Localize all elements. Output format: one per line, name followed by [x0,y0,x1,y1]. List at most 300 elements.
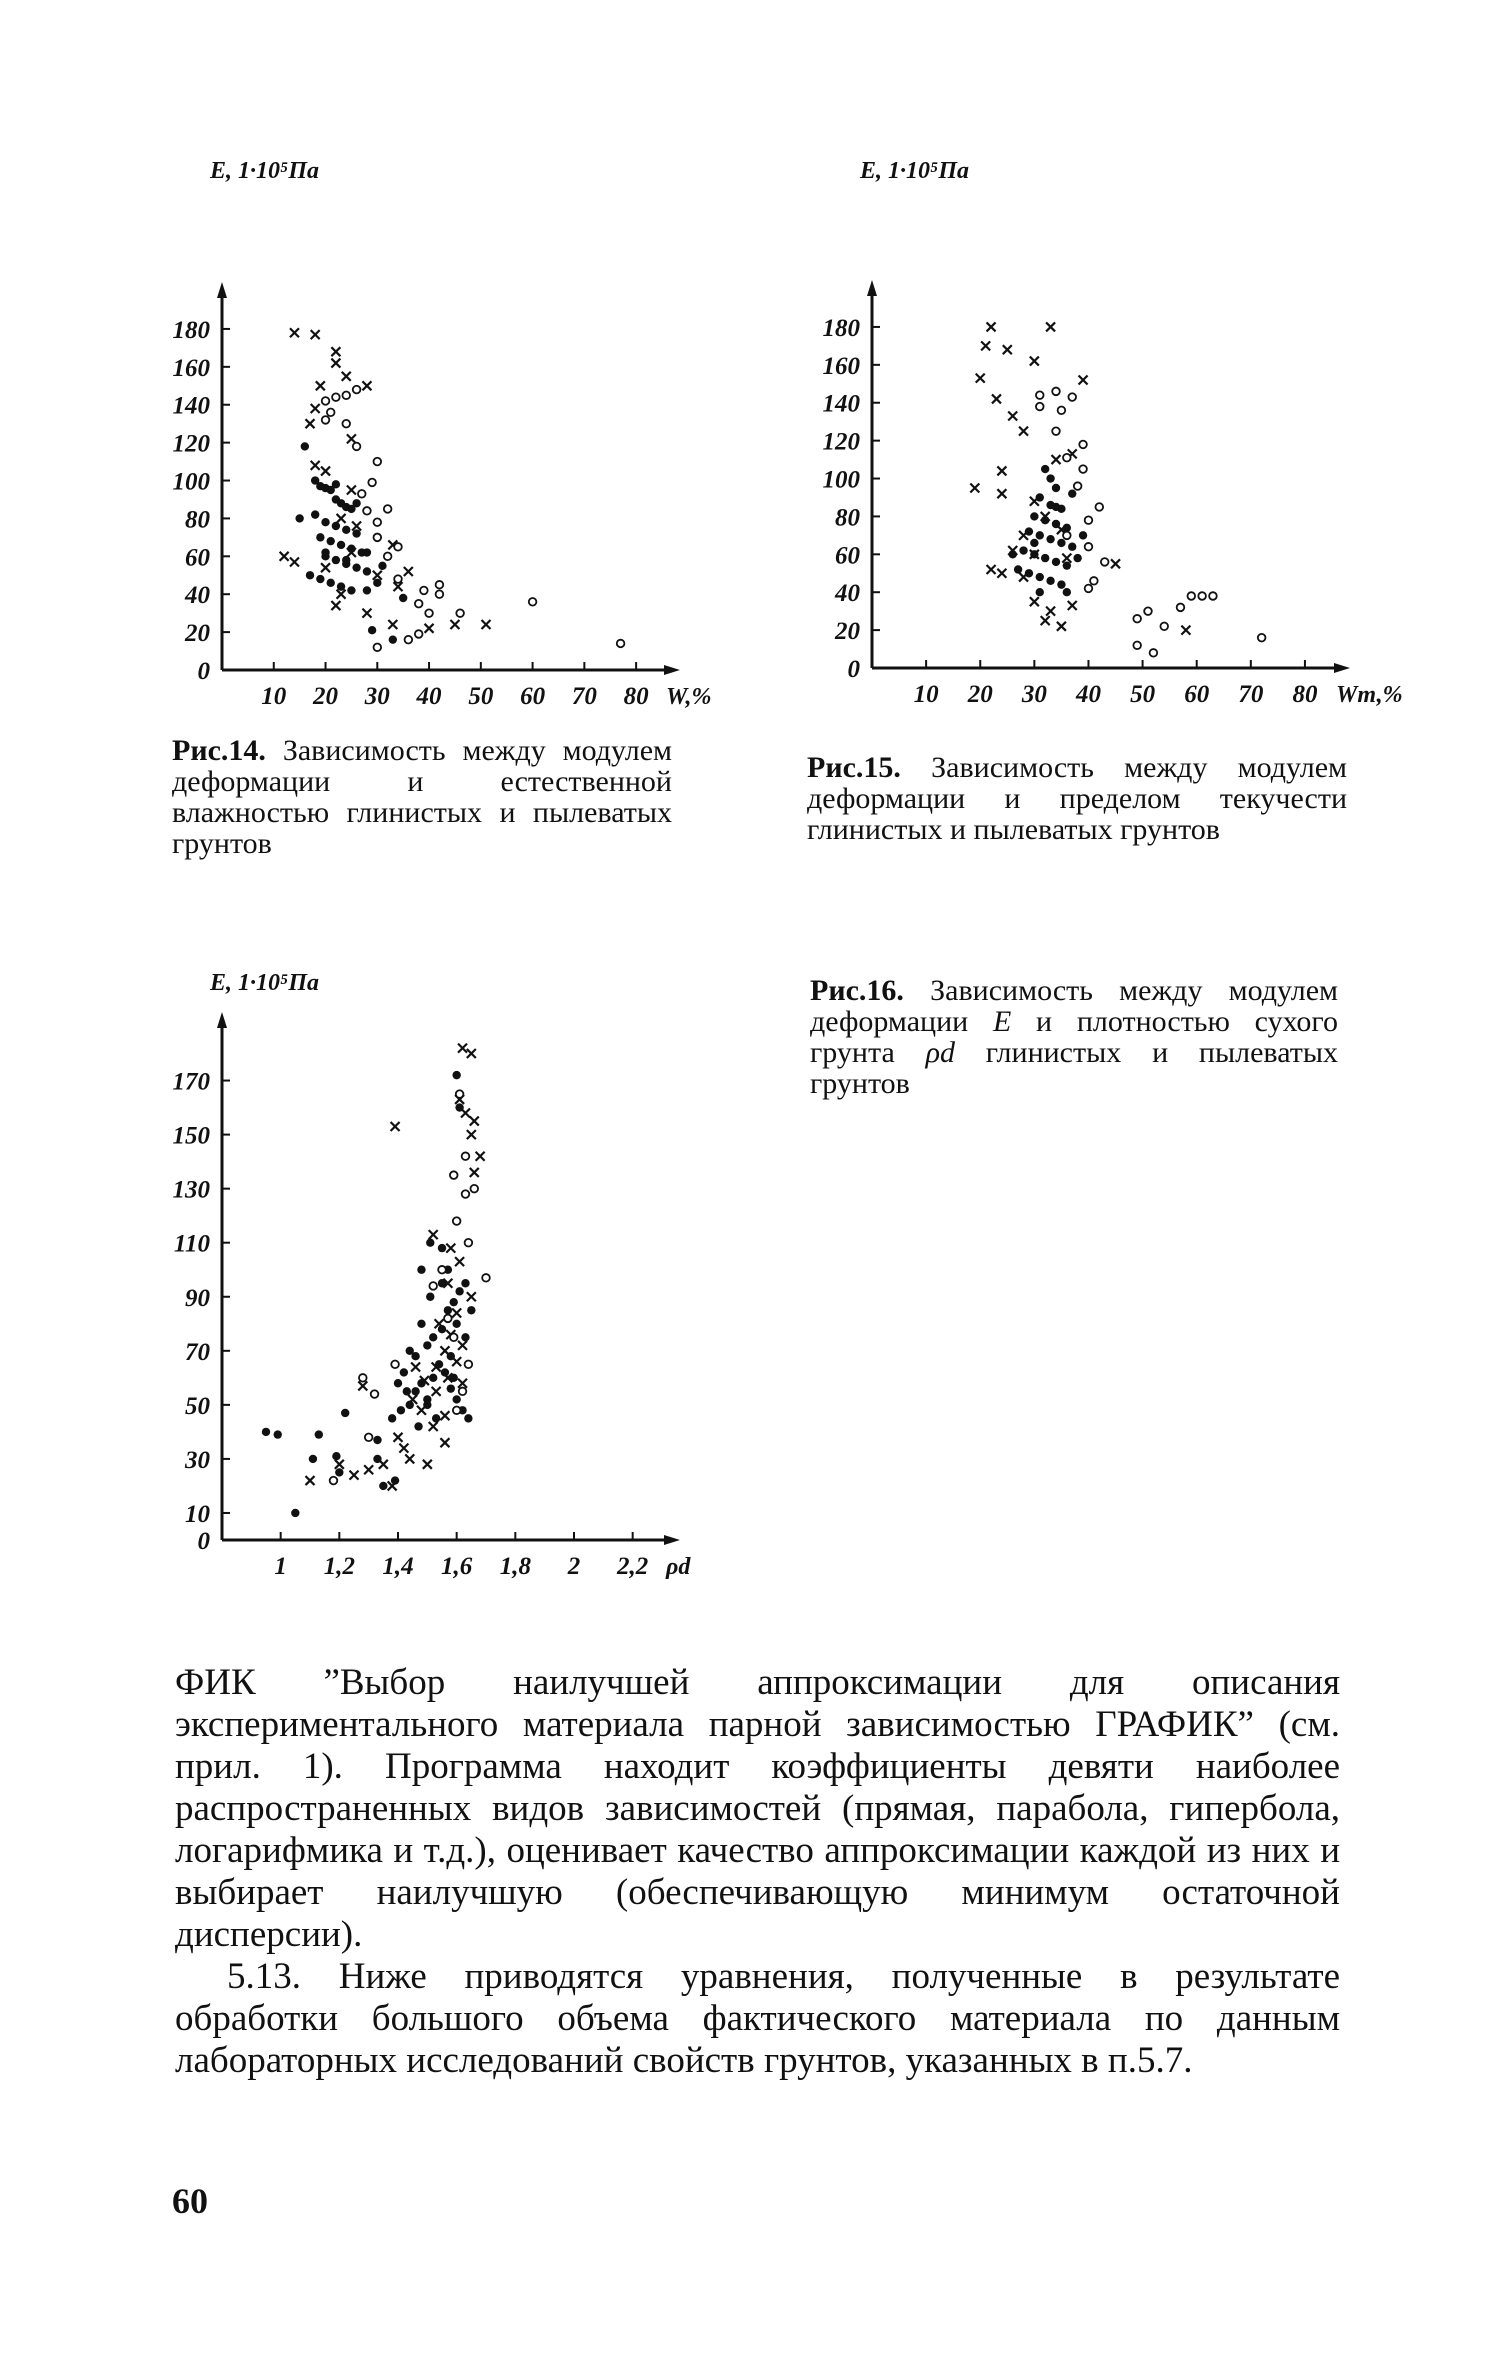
data-point-filled [342,556,350,564]
data-point-cross [321,467,330,476]
data-point-cross [455,1257,464,1266]
y-tick-label: 40 [185,582,210,610]
data-point-open [438,1266,446,1274]
data-point-cross [342,372,351,381]
y-tick-label: 60 [835,542,860,570]
data-point-filled [363,586,371,594]
data-point-cross [280,552,289,561]
data-point-filled [1063,561,1071,569]
data-point-cross [997,466,1006,475]
data-point-filled [332,480,340,488]
data-point-cross [458,1341,467,1350]
data-point-open [394,543,402,551]
data-point-filled [417,1379,425,1387]
x-axis-arrow [1334,663,1350,673]
body-text [175,1662,1340,2082]
data-point-filled [1036,531,1044,539]
data-point-cross [425,624,434,633]
data-point-filled [452,1071,460,1079]
data-point-filled [327,579,335,587]
data-point-open [1133,615,1141,623]
data-point-filled [373,579,381,587]
data-point-filled [447,1352,455,1360]
data-point-open [1052,388,1060,396]
x-tick-label: 50 [1130,681,1156,708]
data-point-filled [315,1430,323,1438]
data-point-cross [316,381,325,390]
data-point-cross [432,1387,441,1396]
data-point-filled [411,1387,419,1395]
data-point-cross [364,1465,373,1474]
data-point-filled [332,556,340,564]
data-point-open [373,518,381,526]
y-tick-label: 140 [822,390,860,418]
data-point-cross [440,1438,449,1447]
data-point-open [1058,407,1066,415]
x-tick-label: 1,8 [499,1553,531,1580]
data-point-filled [394,1379,402,1387]
data-point-cross [1019,427,1028,436]
data-point-filled [352,529,360,537]
data-point-open [462,1190,470,1198]
data-point-filled [363,567,371,575]
y-tick-label: 130 [172,1176,210,1204]
data-point-filled [388,1414,396,1422]
data-point-cross [311,330,320,339]
data-point-cross [331,359,340,368]
data-point-cross [446,1244,455,1253]
data-point-filled [391,1476,399,1484]
data-point-cross [404,567,413,576]
y-tick-label: 20 [185,620,210,648]
data-point-filled [406,1401,414,1409]
data-point-filled [461,1279,469,1287]
data-point-filled [363,548,371,556]
figure-16-text-after: глинистых и пылеватых грунтов [810,1036,1338,1100]
data-point-filled [414,1422,422,1430]
data-point-cross [458,1044,467,1053]
data-point-filled [291,1509,299,1517]
data-point-filled [417,1320,425,1328]
data-point-cross [362,381,371,390]
data-point-cross [358,1381,367,1390]
data-point-filled [373,1455,381,1463]
data-point-filled [1079,531,1087,539]
data-point-open [353,386,361,394]
data-point-open [373,458,381,466]
data-point-open [373,643,381,651]
figure-16-chart [150,960,691,1580]
x-tick-label: 60 [520,683,546,710]
data-point-cross [337,514,346,523]
x-axis-label: Wт,% [1336,682,1403,708]
data-point-cross [423,1460,432,1469]
data-point-open [436,590,444,598]
data-point-filled [337,582,345,590]
data-point-open [1074,482,1082,490]
y-tick-label: 70 [185,1338,210,1366]
data-point-open [1187,592,1195,600]
data-point-cross [335,1460,344,1469]
figure-15-text: Зависимость между модулем деформации и пределом текучести глинистых и пылеватых грунтов [807,751,1347,846]
data-point-cross [394,1433,403,1442]
data-point-cross [467,1049,476,1058]
data-point-filled [352,499,360,507]
data-point-cross [452,1308,461,1317]
data-point-open [429,1282,437,1290]
y-tick-label: 80 [835,504,860,532]
y-tick-label: 100 [172,468,210,496]
data-point-filled [347,545,355,553]
data-point-cross [987,565,996,574]
data-point-filled [426,1293,434,1301]
data-point-filled [1030,539,1038,547]
data-point-cross [311,461,320,470]
data-point-cross [290,558,299,567]
x-tick-label: 80 [1292,681,1318,708]
data-point-open [1085,516,1093,524]
figure-16-rho-symbol: ρd [925,1036,955,1069]
data-point-filled [455,1287,463,1295]
data-point-open [470,1185,478,1193]
data-point-cross [976,374,985,383]
data-point-open [415,600,423,608]
data-point-filled [378,562,386,570]
y-tick-label: 150 [172,1122,210,1150]
data-point-cross [1030,357,1039,366]
data-point-filled [1030,512,1038,520]
data-point-cross [1062,554,1071,563]
data-point-filled [400,1368,408,1376]
x-axis-arrow [664,1535,680,1545]
data-point-filled [1057,580,1065,588]
y-axis-label: E, 1·10⁵Па [860,158,970,184]
data-point-open [1258,634,1266,642]
data-point-cross [470,1117,479,1126]
data-point-open [1095,503,1103,511]
x-tick-label: 70 [1238,681,1264,708]
y-tick-label: 90 [185,1284,210,1312]
data-point-filled [1025,527,1033,535]
data-point-filled [1052,484,1060,492]
data-point-open [327,409,335,417]
data-point-filled [337,541,345,549]
data-point-filled [316,533,324,541]
x-tick-label: 30 [364,683,390,710]
data-point-filled [435,1360,443,1368]
data-point-filled [332,1452,340,1460]
data-point-cross [429,1422,438,1431]
data-point-cross [1046,607,1055,616]
data-point-filled [423,1401,431,1409]
data-point-cross [992,394,1001,403]
data-point-cross [337,590,346,599]
x-tick-label: 50 [468,683,494,710]
data-point-cross [467,1292,476,1301]
data-point-filled [1030,550,1038,558]
data-point-cross [405,1454,414,1463]
x-tick-label: 40 [1075,681,1101,708]
y-tick-label: 100 [822,466,860,494]
data-point-filled [309,1455,317,1463]
data-point-filled [429,1333,437,1341]
data-point-filled [389,635,397,643]
data-point-filled [327,537,335,545]
data-point-filled [1052,520,1060,528]
data-point-cross [997,489,1006,498]
y-tick-label: 160 [172,354,210,382]
data-point-filled [1057,539,1065,547]
data-point-filled [332,522,340,530]
data-point-filled [379,1482,387,1490]
data-point-filled [403,1387,411,1395]
data-point-open [405,636,413,644]
data-point-filled [335,1468,343,1476]
data-point-filled [450,1298,458,1306]
figure-16-text-mid: и плотностью сухого грунта [810,1005,1338,1069]
data-point-filled [1036,493,1044,501]
data-point-cross [450,620,459,629]
x-tick-label: 40 [416,683,442,710]
data-point-open [332,393,340,401]
data-point-open [482,1274,490,1282]
data-point-open [1160,623,1168,631]
data-point-filled [1068,543,1076,551]
data-point-open [322,397,330,405]
data-point-cross [362,609,371,618]
data-point-filled [1014,565,1022,573]
data-point-cross [331,601,340,610]
y-tick-label: 170 [172,1068,210,1096]
paragraph-2: 5.13. Ниже приводятся уравнения, полученные в результате обработки большого объема фактического материала по данным лабораторных исследований свойств грунтов, указанных в п.5.7. [175,1956,1340,2081]
y-tick-label: 20 [835,618,860,646]
y-tick-label: 0 [197,1528,210,1555]
y-axis-arrow [217,282,227,298]
data-point-open [384,505,392,513]
data-point-cross [1111,559,1120,568]
data-point-open [391,1361,399,1369]
data-point-open [617,640,625,648]
figure-14-text: Зависимость между модулем деформации и естественной влажностью глинистых и пылеватых грунтов [172,734,672,860]
data-point-filled [306,571,314,579]
data-point-cross [1079,376,1088,385]
x-tick-label: 30 [1021,681,1047,708]
data-point-cross [1003,345,1012,354]
data-point-filled [301,442,309,450]
data-point-cross [1046,322,1055,331]
y-tick-label: 50 [185,1392,210,1420]
figure-16-e-symbol: E [992,1005,1012,1038]
figure-14-chart [150,150,712,710]
data-point-filled [438,1279,446,1287]
data-point-cross [311,404,320,413]
data-point-open [1209,592,1217,600]
data-point-cross [1030,597,1039,606]
data-point-open [373,534,381,542]
paragraph-1: ФИК ”Выбор наилучшей аппроксимации для описания экспериментального материала парной зависимостью ГРАФИК” (см. прил. 1). Программа находит коэффициенты девяти наиболее распространенных видов зависимостей (прямая, парабола, гипербола, логарифмика и т.д.), оценивает качество аппроксимации каждой из них и выбирает наилучшую (обеспечивающую минимум остаточной дисперсии). [175,1662,1340,1955]
data-point-cross [476,1152,485,1161]
x-tick-label: 1,6 [441,1553,473,1580]
data-point-filled [1068,489,1076,497]
data-point-cross [331,347,340,356]
figure-15-chart [800,150,1403,710]
x-axis-label: ρd [666,1554,691,1580]
figure-16-caption [810,975,1338,1099]
data-point-filled [450,1374,458,1382]
data-point-filled [461,1333,469,1341]
y-tick-label: 0 [847,656,860,683]
data-point-cross [1068,601,1077,610]
data-point-filled [1025,569,1033,577]
data-point-open [1036,403,1044,411]
figure-14-caption [172,735,672,859]
data-point-filled [1041,516,1049,524]
data-point-open [1101,558,1109,566]
data-point-filled [429,1374,437,1382]
x-tick-label: 1,4 [382,1553,414,1580]
data-point-cross [458,1379,467,1388]
data-point-cross [970,484,979,493]
data-point-filled [1073,554,1081,562]
data-point-open [529,598,537,606]
data-point-open [1052,427,1060,435]
data-point-filled [423,1341,431,1349]
data-point-cross [467,1130,476,1139]
x-tick-label: 2 [567,1553,581,1580]
data-point-filled [417,1266,425,1274]
data-point-open [462,1152,470,1160]
data-point-open [456,1090,464,1098]
data-point-open [394,575,402,583]
data-point-cross [347,486,356,495]
data-point-open [365,1433,373,1441]
data-point-open [1133,641,1141,649]
data-point-filled [1046,474,1054,482]
data-point-cross [997,569,1006,578]
data-point-filled [399,594,407,602]
data-point-cross [350,1471,359,1480]
data-point-open [384,553,392,561]
y-tick-label: 120 [822,428,860,456]
data-point-open [368,479,376,487]
data-point-open [444,1315,452,1323]
data-point-open [1177,604,1185,612]
y-tick-label: 0 [197,658,210,685]
data-point-filled [432,1414,440,1422]
y-axis-arrow [867,280,877,296]
data-point-cross [987,322,996,331]
data-point-open [1036,391,1044,399]
data-point-filled [426,1239,434,1247]
data-point-open [1085,585,1093,593]
data-point-open [1079,465,1087,473]
data-point-open [1068,393,1076,401]
data-point-filled [1036,588,1044,596]
data-point-filled [1041,465,1049,473]
y-tick-label: 120 [172,430,210,458]
data-point-filled [341,1409,349,1417]
data-point-open [371,1390,379,1398]
data-point-filled [342,526,350,534]
data-point-cross [290,328,299,337]
y-tick-label: 160 [822,352,860,380]
data-point-filled [397,1406,405,1414]
data-point-cross [1181,626,1190,635]
x-tick-label: 60 [1184,681,1210,708]
figure-14-number: Рис.14. [172,734,266,767]
data-point-open [456,609,464,617]
data-point-filled [1009,550,1017,558]
data-point-open [1090,577,1098,585]
data-point-cross [352,522,361,531]
data-point-open [342,391,350,399]
data-point-open [1079,441,1087,449]
data-point-open [359,1374,367,1382]
data-point-filled [321,518,329,526]
y-axis-label: E, 1·10⁵Па [210,970,320,996]
x-axis-label: W,% [666,684,712,710]
data-point-open [1063,454,1071,462]
data-point-open [1144,607,1152,615]
data-point-filled [1041,554,1049,562]
x-tick-label: 2,2 [617,1553,649,1580]
y-axis-label: E, 1·10⁵Па [210,158,320,184]
data-point-filled [447,1384,455,1392]
data-point-filled [1046,535,1054,543]
data-point-filled [467,1306,475,1314]
x-axis-arrow [664,665,680,675]
data-point-open [425,609,433,617]
data-point-filled [464,1414,472,1422]
data-point-filled [438,1244,446,1252]
data-point-cross [321,563,330,572]
y-tick-label: 10 [185,1500,210,1528]
data-point-filled [311,510,319,518]
data-point-open [1198,592,1206,600]
page-number: 60 [172,2181,208,2221]
data-point-open [459,1388,467,1396]
data-point-filled [1063,588,1071,596]
x-tick-label: 1 [274,1553,287,1580]
x-tick-label: 20 [967,681,993,708]
data-point-open [465,1239,473,1247]
data-point-open [330,1477,338,1485]
data-point-cross [306,1476,315,1485]
data-point-filled [316,575,324,583]
data-point-filled [321,548,329,556]
data-point-cross [470,1168,479,1177]
data-point-cross [306,419,315,428]
data-point-cross [1052,455,1061,464]
y-tick-label: 80 [185,506,210,534]
data-point-cross [411,1363,420,1372]
data-point-cross [388,620,397,629]
data-point-open [420,587,428,595]
data-point-cross [391,1122,400,1131]
data-point-open [363,507,371,515]
data-point-cross [399,1444,408,1453]
y-tick-label: 60 [185,544,210,572]
figure-16-text-before: Зависимость между модулем деформации [810,974,1338,1038]
data-point-open [453,1217,461,1225]
data-point-open [436,581,444,589]
data-point-open [415,630,423,638]
data-point-open [1150,649,1158,657]
data-point-filled [1019,546,1027,554]
data-point-cross [429,1230,438,1239]
data-point-filled [455,1103,463,1111]
x-tick-label: 20 [313,683,339,710]
